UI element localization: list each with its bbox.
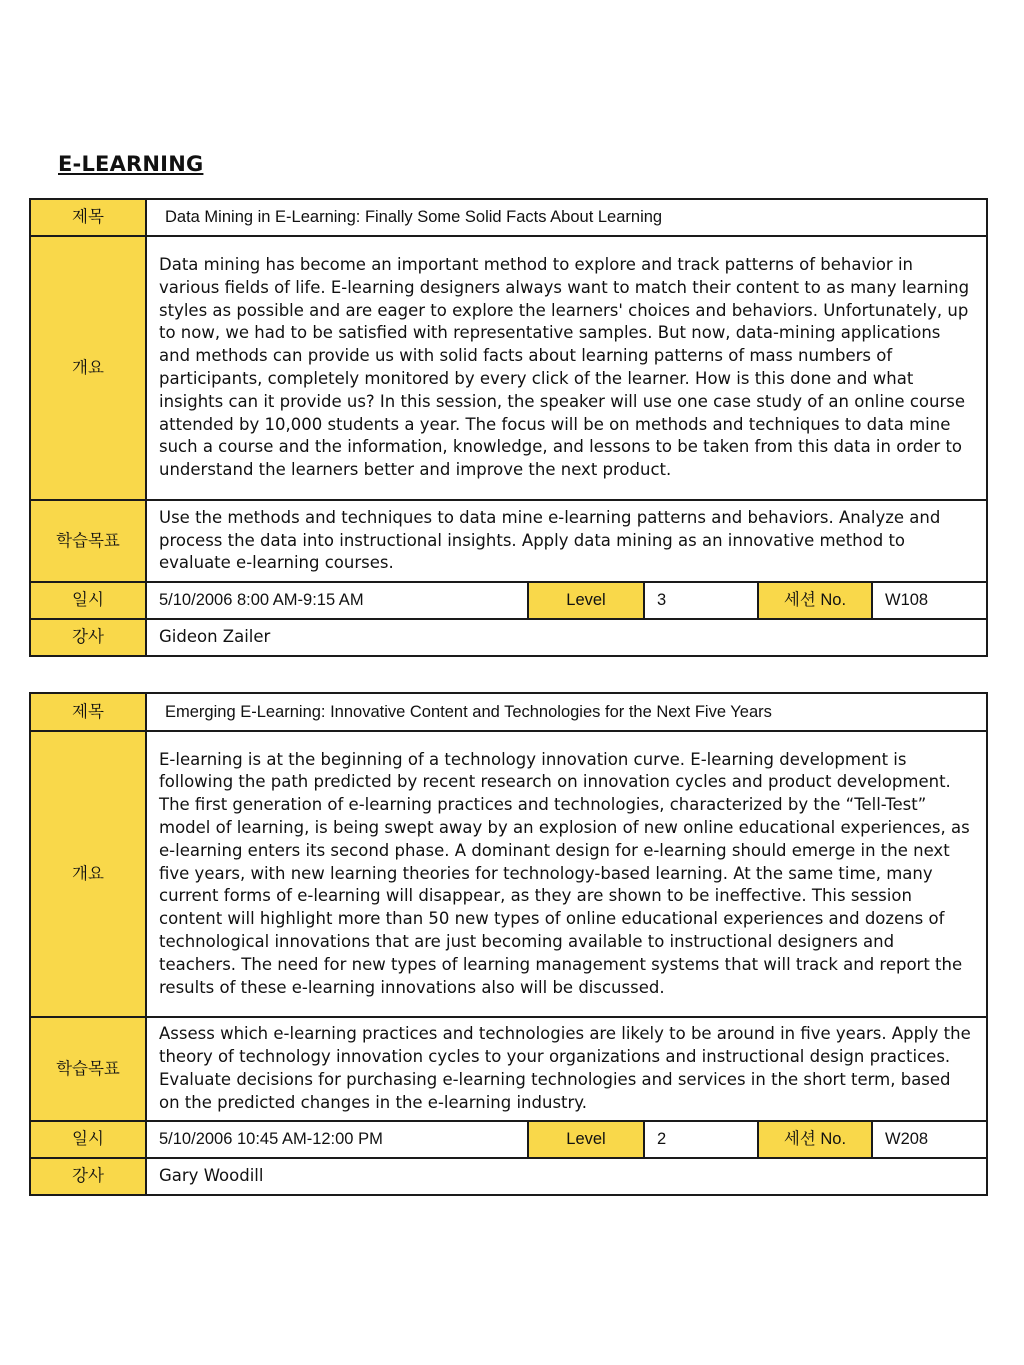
session-summary: Data mining has become an important method to explore and track patterns of behavior in various fields of life. E-learning designers always want to match their content to as many learning styles as possible and are eager to explore the learners' choices and behaviors. Unfortunately, up to now, we had to be satisfied with representative samples. But now, data-mining applications and methods can provide us with solid facts about learning patterns of mass numbers of participants, completely monitored by every click of the learner. How is this done and what insights can it provide us? In this session, the speaker will use one case study of an online course attended by 10,000 students a year. The focus will be on methods and techniques to data mine such a course and the information, knowledge, and lessons to be taken from this data in order to understand the learners better and improve the next product.: [146, 236, 987, 500]
speaker-row: [30, 619, 987, 656]
session-table: [29, 692, 988, 1196]
session-title: Emerging E-Learning: Innovative Content and Technologies for the Next Five Years: [146, 693, 987, 731]
objectives-label: 학습목표: [30, 500, 146, 582]
session-no: W208: [872, 1121, 987, 1158]
datetime-label: 일시: [30, 1121, 146, 1158]
session-no-label: 세션 No.: [758, 1121, 872, 1158]
summary-label: 개요: [30, 731, 146, 1017]
summary-label: 개요: [30, 236, 146, 500]
summary-row: [30, 236, 987, 500]
session-no: W108: [872, 582, 987, 619]
title-label: 제목: [30, 199, 146, 236]
session-speaker: Gary Woodill: [146, 1158, 987, 1195]
title-row: [30, 199, 987, 236]
summary-row: [30, 731, 987, 1017]
session-summary: E-learning is at the beginning of a technology innovation curve. E-learning development is following the path predicted by recent research on innovation cycles and product development. The first generation of e-learning practices and technologies, characterized by the “Tell-Test” model of learning, is being swept away by an explosion of new online educational experiences, as e-learning enters its second phase. A dominant design for e-learning should emerge in the next five years, with new learning theories for technology-based learning. At the same time, many current forms of e-learning will disappear, as they are shown to be ineffective. This session content will highlight more than 50 new types of online educational experiences and dozens of technological innovations that are just becoming available to instructional designers and teachers. The need for new types of learning management systems that will track and report the results of these e-learning innovations also will be discussed.: [146, 731, 987, 1017]
title-row: [30, 693, 987, 731]
speaker-label: 강사: [30, 619, 146, 656]
session-no-label: 세션 No.: [758, 582, 872, 619]
objectives-label: 학습목표: [30, 1017, 146, 1121]
session-datetime: 5/10/2006 8:00 AM-9:15 AM: [146, 582, 528, 619]
session-objectives: Use the methods and techniques to data mine e-learning patterns and behaviors. Analyze and process the data into instructional insights. Apply data mining as an innovative method to evaluate e-learning courses.: [146, 500, 987, 582]
session-speaker: Gideon Zailer: [146, 619, 987, 656]
title-label: 제목: [30, 693, 146, 731]
objectives-row: [30, 1017, 987, 1121]
session-level: 2: [644, 1121, 758, 1158]
speaker-label: 강사: [30, 1158, 146, 1195]
level-label: Level: [528, 582, 644, 619]
level-label: Level: [528, 1121, 644, 1158]
session-level: 3: [644, 582, 758, 619]
objectives-row: [30, 500, 987, 582]
session-datetime: 5/10/2006 10:45 AM-12:00 PM: [146, 1121, 528, 1158]
meta-row: [30, 1121, 987, 1158]
datetime-label: 일시: [30, 582, 146, 619]
page-title: E-LEARNING: [58, 152, 204, 176]
session-objectives: Assess which e-learning practices and technologies are likely to be around in five years. Apply the theory of technology innovation cycles to your organizations and instructional design practices. Evaluate decisions for purchasing e-learning technologies and services in the short term, based on the predicted changes in the e-learning industry.: [146, 1017, 987, 1121]
session-title: Data Mining in E-Learning: Finally Some Solid Facts About Learning: [146, 199, 987, 236]
meta-row: [30, 582, 987, 619]
session-table: [29, 198, 988, 657]
speaker-row: [30, 1158, 987, 1195]
